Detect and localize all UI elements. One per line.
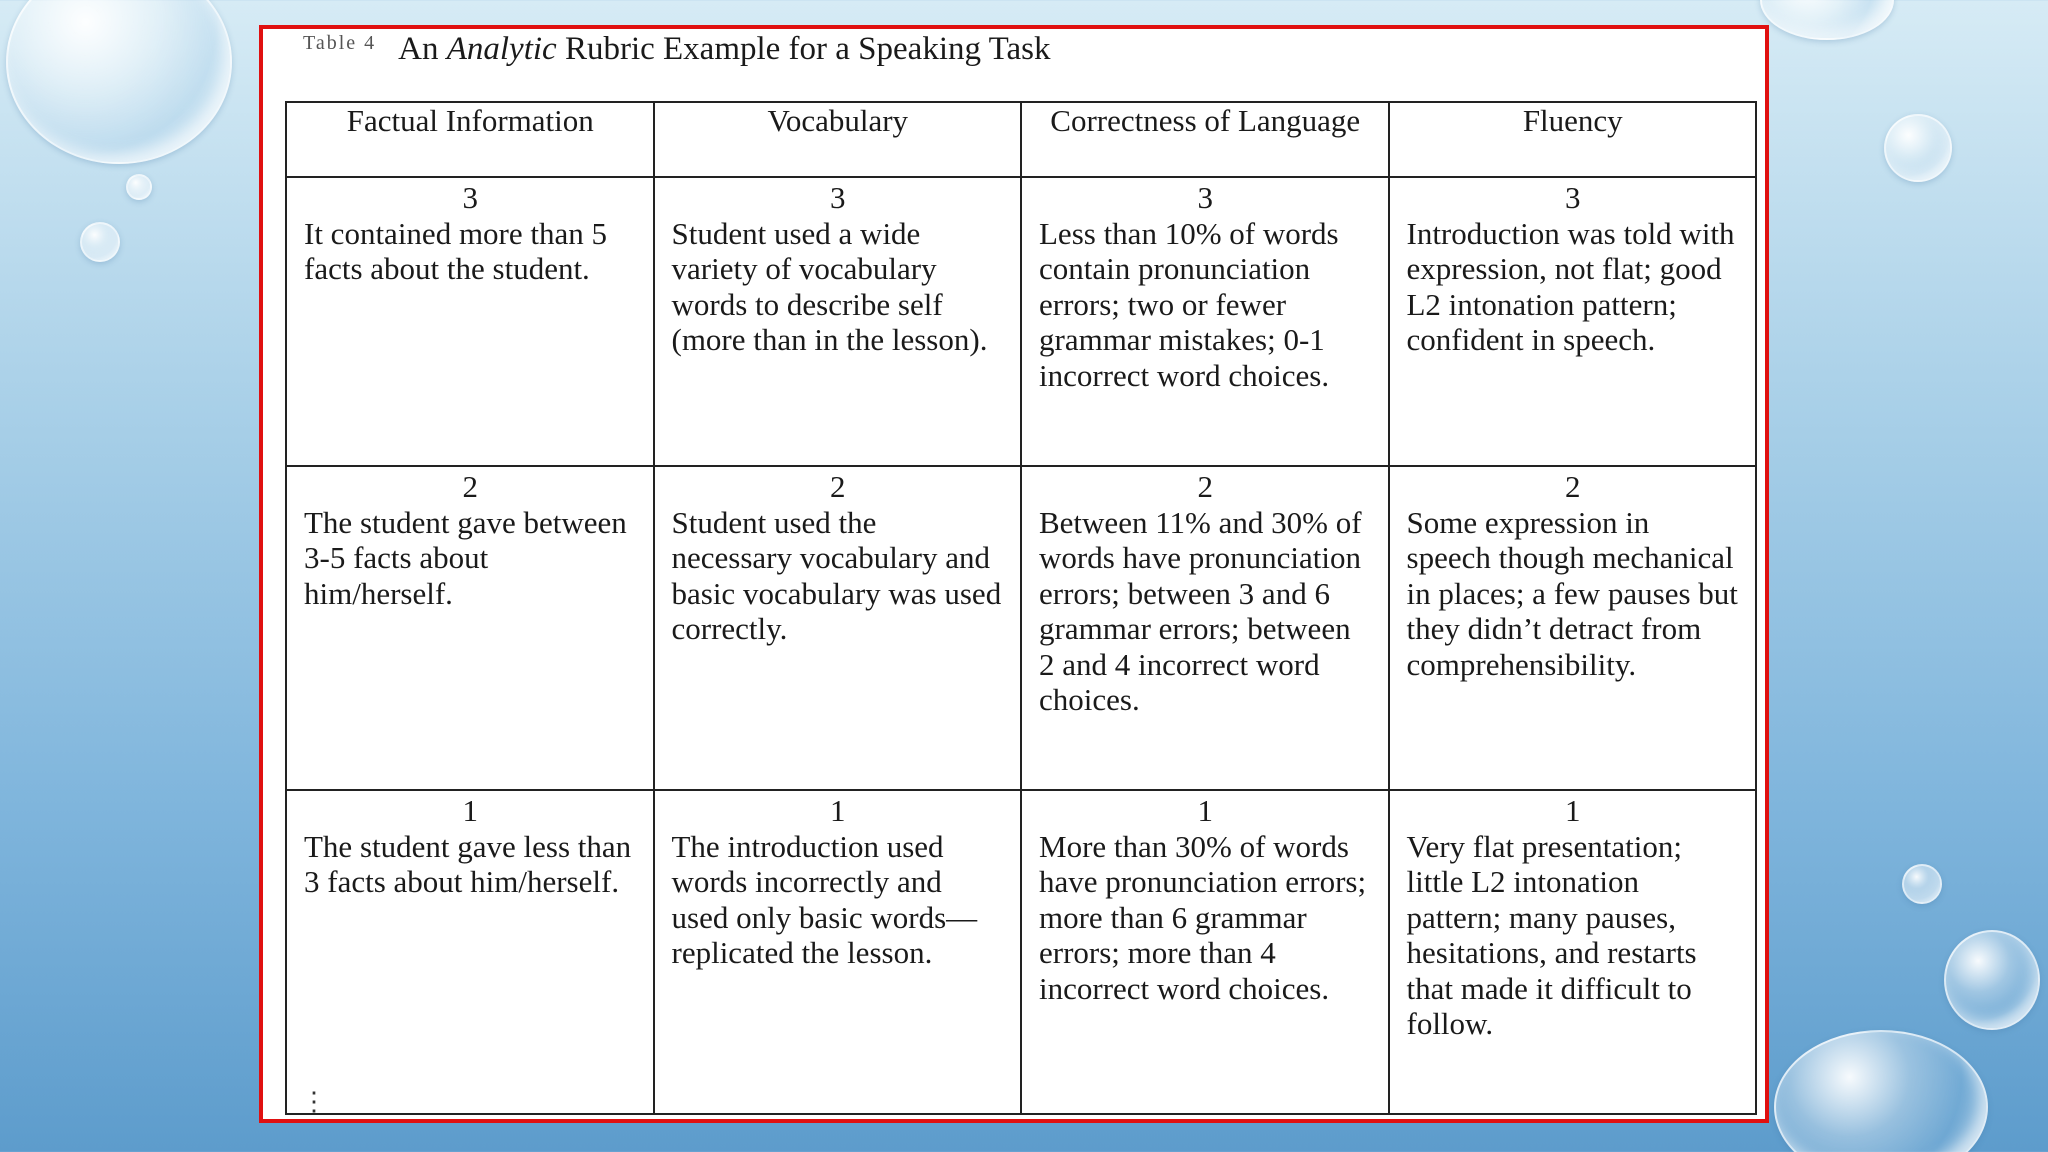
rubric-cell <box>1389 177 1757 466</box>
water-drop-decoration <box>126 174 152 200</box>
table-row <box>286 466 1756 790</box>
header-correctness-of-language: Correctness of Language <box>1021 102 1389 177</box>
water-drop-decoration <box>1902 864 1942 904</box>
score-label: 2 <box>830 469 846 504</box>
score-label: 2 <box>1197 469 1213 504</box>
text-cursor-mark: ⋮ <box>301 1087 327 1116</box>
water-drop-decoration <box>1884 114 1952 182</box>
score-label: 1 <box>1565 793 1581 828</box>
criterion-text: Less than 10% of words contain pronunciation errors; two or fewer grammar mistakes; 0-1 incorrect word choices. <box>1039 215 1339 393</box>
header-factual-information: Factual Information <box>286 102 654 177</box>
criterion-text: Some expression in speech though mechanical in places; a few pauses but they didn’t detract from comprehensibility. <box>1406 504 1738 682</box>
table-header-row <box>286 102 1756 177</box>
table-caption <box>303 31 1051 68</box>
table-number: Table 4 <box>303 32 377 54</box>
criterion-text: More than 30% of words have pronunciation errors; more than 6 grammar errors; more than 4 incorrect word choices. <box>1039 828 1367 1006</box>
score-label: 3 <box>462 180 478 215</box>
score-label: 3 <box>1565 180 1581 215</box>
table-row <box>286 177 1756 466</box>
rubric-figure <box>259 25 1769 1123</box>
caption-suffix: Rubric Example for a Speaking Task <box>556 31 1051 67</box>
rubric-cell <box>1389 466 1757 790</box>
criterion-text: The introduction used words incorrectly and used only basic words—replicated the lesson. <box>671 828 978 970</box>
criterion-text: The student gave between 3-5 facts about him/herself. <box>304 504 627 611</box>
score-label: 3 <box>830 180 846 215</box>
water-drop-decoration <box>1944 930 2040 1030</box>
criterion-text: Student used the necessary vocabulary and basic vocabulary was used correctly. <box>671 504 1002 646</box>
caption-prefix: An <box>398 31 447 67</box>
header-fluency: Fluency <box>1389 102 1757 177</box>
rubric-cell <box>1021 790 1389 1114</box>
criterion-text: It contained more than 5 facts about the student. <box>304 215 608 286</box>
criterion-text: Between 11% and 30% of words have pronunciation errors; between 3 and 6 grammar errors; between 2 and 4 incorrect word choices. <box>1039 504 1362 717</box>
caption-italic: Analytic <box>446 31 557 67</box>
header-vocabulary: Vocabulary <box>654 102 1022 177</box>
rubric-cell <box>654 466 1022 790</box>
criterion-text: Introduction was told with expression, not flat; good L2 intonation pattern; confident in speech. <box>1406 215 1735 357</box>
water-drop-decoration <box>1760 0 1894 40</box>
criterion-text: Student used a wide variety of vocabulary words to describe self (more than in the lesson). <box>671 215 988 357</box>
rubric-cell <box>286 466 654 790</box>
rubric-cell <box>654 177 1022 466</box>
rubric-cell <box>1021 466 1389 790</box>
score-label: 1 <box>1197 793 1213 828</box>
rubric-cell <box>654 790 1022 1114</box>
score-label: 2 <box>1565 469 1581 504</box>
rubric-cell <box>1021 177 1389 466</box>
score-label: 3 <box>1197 180 1213 215</box>
table-row <box>286 790 1756 1114</box>
criterion-text: Very flat presentation; little L2 intonation pattern; many pauses, hesitations, and restarts that made it difficult to follow. <box>1406 828 1697 1041</box>
score-label: 1 <box>462 793 478 828</box>
score-label: 2 <box>462 469 478 504</box>
water-drop-decoration <box>1774 1030 1988 1152</box>
rubric-table <box>285 101 1757 1115</box>
water-drop-decoration <box>80 222 120 262</box>
water-drop-decoration <box>6 0 232 164</box>
criterion-text: The student gave less than 3 facts about him/herself. <box>304 828 632 899</box>
rubric-cell <box>286 790 654 1114</box>
rubric-cell <box>1389 790 1757 1114</box>
score-label: 1 <box>830 793 846 828</box>
rubric-cell <box>286 177 654 466</box>
